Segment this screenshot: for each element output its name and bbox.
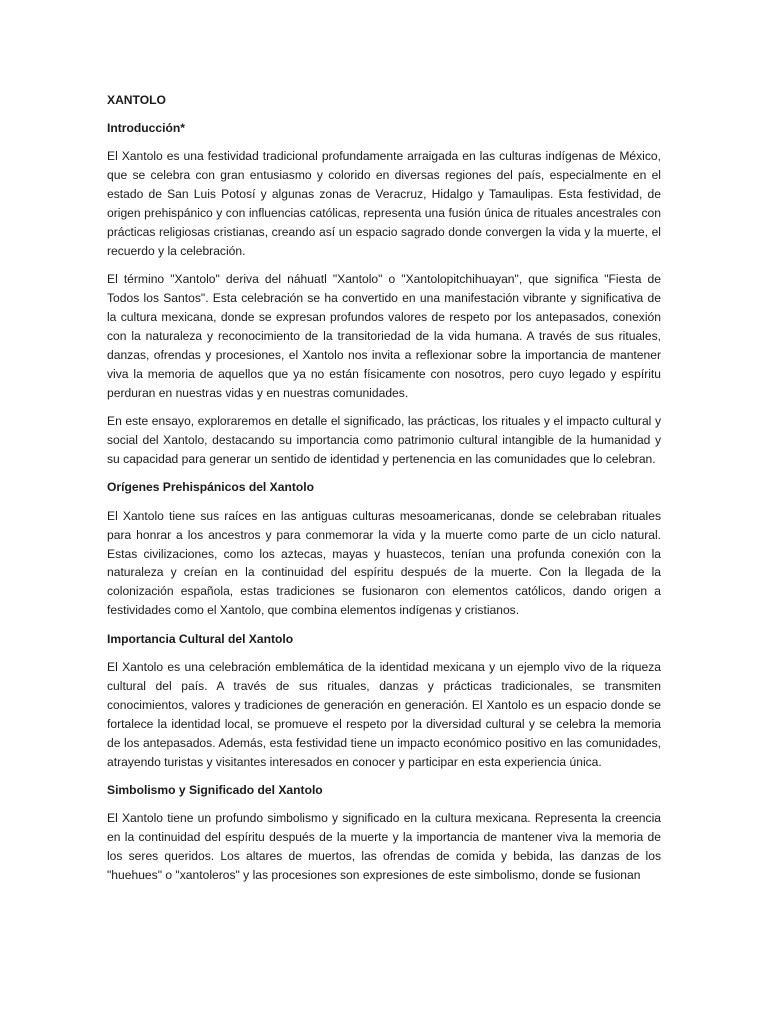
section-heading-origins: Orígenes Prehispánicos del Xantolo (107, 480, 314, 495)
section-paragraph-origins: El Xantolo tiene sus raíces en las antiguas culturas mesoamericanas, donde se celebraban rituales para honrar a los ancestros y para conmemorar la vida y la muerte como parte de un ciclo natural. Estas civilizaciones, como los aztecas, mayas y huastecos, tenían una profunda conexión con la naturaleza y creían en la continuidad del espíritu después de la muerte. Con la llegada de la colonización española, estas tradiciones se fusionaron con elementos católicos, dando origen a festividades como el Xantolo, que combina elementos indígenas y cristianos. (107, 508, 661, 618)
intro-paragraph: El Xantolo es una festividad tradicional profundamente arraigada en las culturas indígenas de México, que se celebra con gran entusiasmo y colorido en diversas regiones del país, especialmente en el estado de San Luis Potosí y algunas zonas de Veracruz, Hidalgo y Tamaulipas. Esta festividad, de origen prehispánico y con influencias católicas, representa una fusión única de rituales ancestrales con prácticas religiosas cristianas, creando así un espacio sagrado donde convergen la vida y la muerte, el recuerdo y la celebración. (107, 149, 661, 258)
intro-paragraph: En este ensayo, exploraremos en detalle el significado, las prácticas, los rituales y el impacto cultural y social del Xantolo, destacando su importancia como patrimonio cultural intangible de la humanidad y su capacidad para generar un sentido de identidad y pertenencia en las comunidades que lo celebran. (107, 414, 661, 466)
section-paragraph-importance: El Xantolo es una celebración emblemática de la identidad mexicana y un ejemplo vivo de la riqueza cultural del país. A través de sus rituales, danzas y prácticas tradicionales, se transmiten conocimientos, valores y tradiciones de generación en generación. El Xantolo es un espacio donde se fortalece la identidad local, se promueve el respeto por la diversidad cultural y se celebra la memoria de los antepasados. Además, esta festividad tiene un impacto económico positivo en las comunidades, atrayendo turistas y visitantes interesados en conocer y participar en esta experiencia única. (107, 660, 661, 769)
document-title: XANTOLO (107, 93, 166, 107)
intro-heading: Introducción* (107, 120, 185, 135)
section-paragraph-symbolism: El Xantolo tiene un profundo simbolismo y significado en la cultura mexicana. Representa la creencia en la continuidad del espíritu después de la muerte y la importancia de mantener viva la memoria de los seres queridos. Los altares de muertos, las ofrendas de comida y bebida, las danzas de los "huehues" o "xantoleros" y las procesiones son expresiones de este simbolismo, donde se fusionan (107, 811, 661, 883)
section-heading-importance: Importancia Cultural del Xantolo (107, 631, 294, 646)
section-heading-symbolism: Simbolismo y Significado del Xantolo (107, 783, 323, 797)
document-body (107, 91, 661, 895)
intro-paragraph: El término "Xantolo" deriva del náhuatl "Xantolo" o "Xantolopitchihuayan", que significa "Fiesta de Todos los Santos". Esta celebración se ha convertido en una manifestación vibrante y significativa de la cultura mexicana, donde se expresan profundos valores de respeto por los antepasados, conexión con la naturaleza y reconocimiento de la transitoriedad de la vida humana. A través de sus rituales, danzas, ofrendas y procesiones, el Xantolo nos invita a reflexionar sobre la importancia de mantener viva la memoria de aquellos que ya no están físicamente con nosotros, pero cuyo legado y espíritu perduran en nuestras vidas y en nuestras comunidades. (107, 272, 661, 400)
